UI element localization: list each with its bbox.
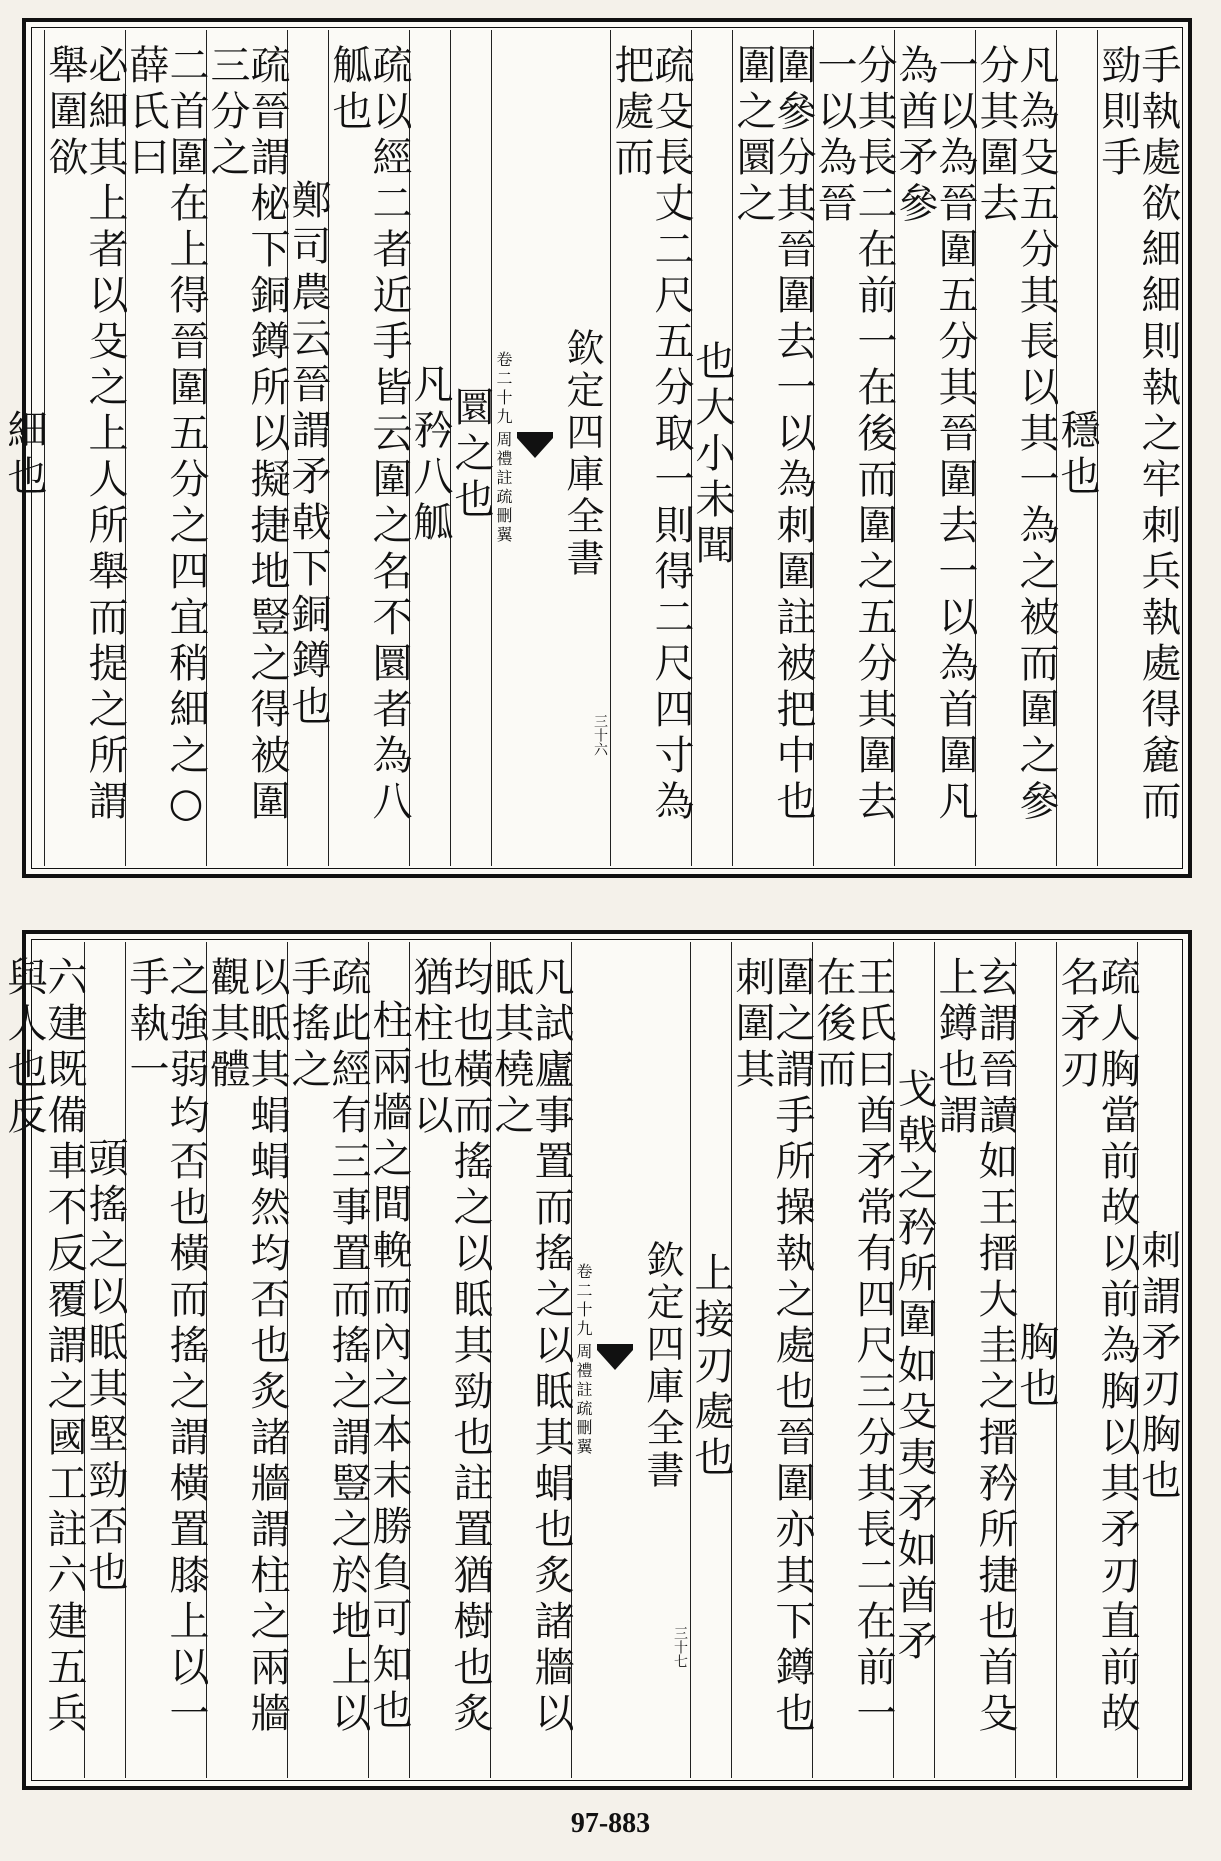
text-column: 分其長二在前一在後而圍之五分其圍去一以為晉 bbox=[813, 30, 894, 866]
gutter-book-info bbox=[572, 1263, 595, 1457]
text-column: 疏殳長丈二尺五分取一則得二尺四寸為把處而 bbox=[610, 30, 691, 866]
fish-tail-mark-icon bbox=[595, 1340, 635, 1380]
bottom-page bbox=[1, 930, 1192, 1790]
text-column: 一以為晉圍五分其晉圍去一以為首圍凡為酋矛參 bbox=[894, 30, 975, 866]
text-column: 上接刃處也 bbox=[690, 942, 731, 1778]
text-column: 鄭司農云晉謂矛戟下銅鐏也 bbox=[287, 30, 328, 866]
text-column: 凡試廬事置而搖之以眡其蜎也炙諸牆以眡其橈之 bbox=[490, 942, 571, 1778]
fish-tail-mark-icon bbox=[515, 428, 555, 468]
page-number-footer: 97-883 bbox=[570, 1808, 651, 1839]
text-column: 刺謂矛刃胸也 bbox=[1137, 942, 1178, 1778]
gutter-book-info bbox=[492, 351, 515, 545]
gutter-title: 欽定四庫全書 bbox=[560, 328, 604, 580]
text-column: 必細其上者以殳之上人所舉而提之所謂舉圍欲 bbox=[44, 30, 125, 866]
text-column: 之強弱均否也橫而搖之謂橫置膝上以一手執一 bbox=[125, 942, 206, 1778]
book-title: 周禮註疏刪翼 bbox=[574, 1343, 593, 1457]
folio-number: 三十六 bbox=[592, 714, 608, 756]
text-column: 王氏曰酋矛常有四尺三分其長二在前一在後而 bbox=[812, 942, 893, 1778]
top-page-columns bbox=[1, 30, 1181, 866]
text-column: 玄謂晉讀如王搢大圭之搢矜所捷也首殳上鐏也謂 bbox=[934, 942, 1015, 1778]
text-column: 穩也 bbox=[1056, 30, 1097, 866]
text-column: 疏人胸當前故以前為胸以其矛刃直前故名矛刃 bbox=[1056, 942, 1137, 1778]
text-column: 圜之也 bbox=[450, 30, 491, 866]
text-column: 戈戟之矜所圍如殳夷矛如酋矛 bbox=[893, 942, 934, 1778]
text-column: 二首圍在上得晉圍五分之四宜稍細之○薛氏曰 bbox=[125, 30, 206, 866]
folio-number: 三十七 bbox=[672, 1626, 688, 1668]
top-page bbox=[1, 18, 1192, 878]
text-column: 手執處欲細細則執之牢刺兵執處得麄而勁則手 bbox=[1097, 30, 1178, 866]
text-column: 圍參分其晉圍去一以為刺圍註被把中也圍之圜之 bbox=[732, 30, 813, 866]
text-column: 以眡其蜎蜎然均否也炙諸牆謂柱之兩牆觀其體 bbox=[206, 942, 287, 1778]
book-title: 周禮註疏刪翼 bbox=[494, 431, 513, 545]
text-column: 胸也 bbox=[1015, 942, 1056, 1778]
center-gutter bbox=[571, 942, 690, 1778]
text-column: 也大小未聞 bbox=[691, 30, 732, 866]
volume-label: 卷二十九 bbox=[494, 351, 513, 427]
text-column: 細也 bbox=[1, 409, 47, 501]
text-column: 疏以經二者近手皆云圍之名不圜者為八觚也 bbox=[328, 30, 409, 866]
text-column: 凡為殳五分其長以其一為之被而圍之參分其圍去 bbox=[975, 30, 1056, 866]
gutter-title: 欽定四庫全書 bbox=[640, 1240, 684, 1492]
center-gutter bbox=[491, 30, 610, 866]
text-column: 頭搖之以眡其堅勁否也 bbox=[84, 942, 125, 1778]
text-column: 柱兩牆之間輓而內之本末勝負可知也 bbox=[368, 942, 409, 1778]
bottom-page-columns bbox=[1, 942, 1181, 1778]
text-column: 凡矜八觚 bbox=[409, 30, 450, 866]
text-column: 六建既備車不反覆謂之國工註六建五兵與人也反 bbox=[1, 956, 87, 1738]
text-column: 疏此經有三事置而搖之謂豎之於地上以手搖之 bbox=[287, 942, 368, 1778]
text-column: 疏晉謂柲下銅鐏所以擬捷地豎之得被圍三分之 bbox=[206, 30, 287, 866]
text-column: 圍之謂手所操執之處也晉圍亦其下鐏也刺圍其 bbox=[731, 942, 812, 1778]
text-column: 均也橫而搖之以眡其勁也註置猶樹也炙猶柱也以 bbox=[409, 942, 490, 1778]
volume-label: 卷二十九 bbox=[574, 1263, 593, 1339]
